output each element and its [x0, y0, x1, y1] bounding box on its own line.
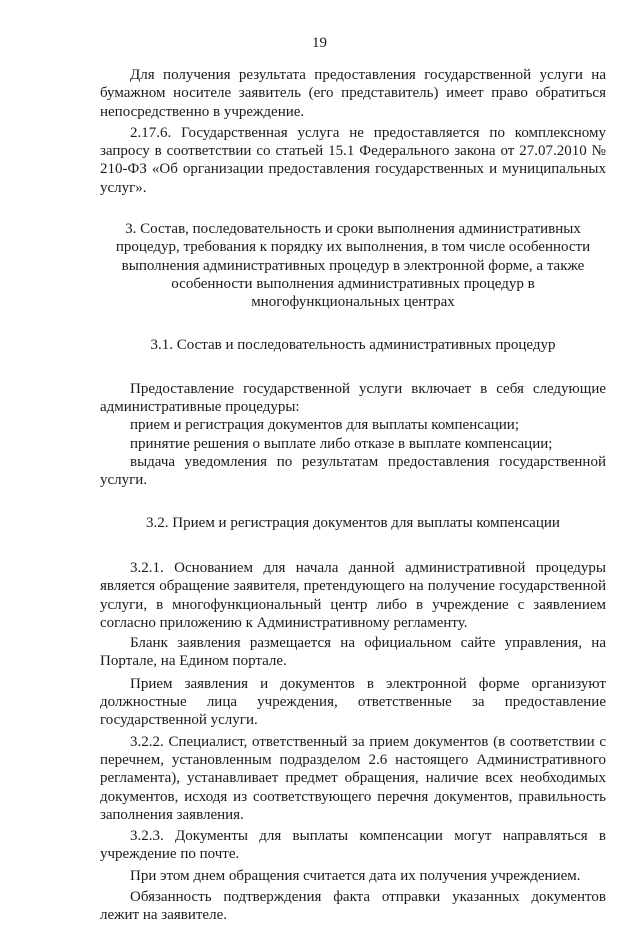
paragraph-result-paper: Для получения результата предоставления государственной услуги на бумажном носителе заявитель (его представитель) имеет право обратиться непосредственно в учреждение.: [100, 67, 606, 120]
paragraph-electronic-reception: Прием заявления и документов в электронной форме организуют должностные лица учреждения, ответственные за предоставление государственной услуги.: [100, 675, 606, 729]
page-number: 19: [312, 35, 327, 51]
paragraph-proof-obligation: Обязанность подтверждения факта отправки указанных документов лежит на заявителе.: [100, 888, 606, 924]
paragraph-3-2-3: 3.2.3. Документы для выплаты компенсации могут направляться в учреждение по почте.: [100, 828, 606, 863]
subsection-3-2-heading: 3.2. Прием и регистрация документов для выплаты компенсации: [146, 514, 560, 531]
page-content: [100, 66, 606, 925]
subsection-3-1-heading: 3.1. Состав и последовательность административных процедур: [150, 336, 556, 353]
paragraph-application-form: Бланк заявления размещается на официальном сайте управления, на Портале, на Едином портале.: [100, 635, 606, 670]
paragraph-2-17-6: 2.17.6. Государственная услуга не предоставляется по комплексному запросу в соответствии со статьей 15.1 Федерального закона от 27.07.2010 № 210-ФЗ «Об организации предоставления государственных и муниципальных услуг».: [100, 124, 606, 196]
paragraph-procedures-intro: Предоставление государственной услуги включает в себя следующие административные процедуры:: [100, 380, 606, 416]
paragraph-3-2-2: 3.2.2. Специалист, ответственный за прием документов (в соответствии с перечнем, установленным подразделом 2.6 настоящего Административного регламента), устанавливает предмет обращения, наличие всех необходимых документов, исходя из соответствующего перечня документов, правильность заполнения заявления.: [100, 733, 606, 823]
paragraph-3-2-1: 3.2.1. Основанием для начала данной административной процедуры является обращение заявителя, претендующего на получение государственной услуги, в многофункциональный центр либо в учреждение с заявлением согласно приложению к Административному регламенту.: [100, 559, 606, 631]
list-item-reception: прием и регистрация документов для выплаты компенсации;: [130, 417, 519, 434]
list-item-notification: выдача уведомления по результатам предоставления государственной услуги.: [100, 454, 606, 489]
paragraph-receipt-date: При этом днем обращения считается дата их получения учреждением.: [130, 867, 581, 884]
section-3-heading: 3. Состав, последовательность и сроки выполнения административных процедур, требования к порядку их выполнения, в том числе особенности выполнения административных процедур в электронной форме, а также особенности выполнения административных процедур в многофункциональных центрах: [115, 221, 591, 311]
list-item-decision: принятие решения о выплате либо отказе в выплате компенсации;: [130, 435, 553, 452]
